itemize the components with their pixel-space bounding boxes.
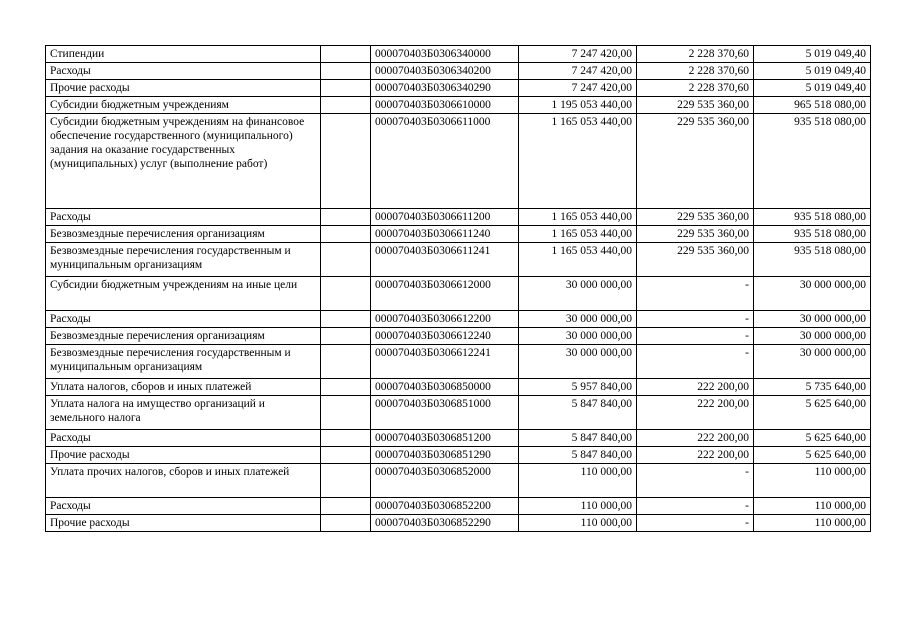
row-blank-cell <box>321 209 371 226</box>
row-value-2-cell: - <box>637 515 754 532</box>
row-code-cell: 000070403Б0306851000 <box>371 396 519 430</box>
row-value-1-cell: 1 165 053 440,00 <box>519 114 637 209</box>
row-value-2-cell: - <box>637 345 754 379</box>
row-value-2-cell: 222 200,00 <box>637 447 754 464</box>
table-row <box>46 447 871 464</box>
row-value-3-cell: 5 625 640,00 <box>754 447 871 464</box>
row-value-2-cell: - <box>637 311 754 328</box>
row-value-1-cell: 1 165 053 440,00 <box>519 243 637 277</box>
table-row <box>46 97 871 114</box>
row-value-2-cell: - <box>637 277 754 311</box>
row-code-cell: 000070403Б0306611241 <box>371 243 519 277</box>
row-value-1-cell: 110 000,00 <box>519 515 637 532</box>
row-value-2-cell: 222 200,00 <box>637 430 754 447</box>
table-row <box>46 396 871 430</box>
row-value-3-cell: 935 518 080,00 <box>754 114 871 209</box>
row-blank-cell <box>321 328 371 345</box>
table-row <box>46 345 871 379</box>
row-value-2-cell: 2 228 370,60 <box>637 46 754 63</box>
row-name-cell: Стипендии <box>46 46 321 63</box>
row-value-2-cell: 229 535 360,00 <box>637 209 754 226</box>
row-value-1-cell: 5 957 840,00 <box>519 379 637 396</box>
row-blank-cell <box>321 345 371 379</box>
row-value-1-cell: 5 847 840,00 <box>519 396 637 430</box>
row-value-3-cell: 30 000 000,00 <box>754 345 871 379</box>
table-row <box>46 63 871 80</box>
row-value-2-cell: 229 535 360,00 <box>637 97 754 114</box>
table-row <box>46 515 871 532</box>
row-value-1-cell: 1 195 053 440,00 <box>519 97 637 114</box>
row-name-cell: Расходы <box>46 311 321 328</box>
row-name-cell: Расходы <box>46 498 321 515</box>
row-value-2-cell: - <box>637 328 754 345</box>
row-value-3-cell: 110 000,00 <box>754 464 871 498</box>
row-value-3-cell: 965 518 080,00 <box>754 97 871 114</box>
table-row <box>46 430 871 447</box>
row-blank-cell <box>321 63 371 80</box>
row-code-cell: 000070403Б0306610000 <box>371 97 519 114</box>
row-blank-cell <box>321 379 371 396</box>
row-value-1-cell: 5 847 840,00 <box>519 430 637 447</box>
row-code-cell: 000070403Б0306340000 <box>371 46 519 63</box>
row-code-cell: 000070403Б0306612000 <box>371 277 519 311</box>
table-row <box>46 80 871 97</box>
row-name-cell: Субсидии бюджетным учреждениям на иные цели <box>46 277 321 311</box>
row-value-3-cell: 5 625 640,00 <box>754 430 871 447</box>
row-value-2-cell: 2 228 370,60 <box>637 63 754 80</box>
row-value-3-cell: 5 019 049,40 <box>754 63 871 80</box>
row-name-cell: Безвозмездные перечисления государственным и муниципальным организациям <box>46 243 321 277</box>
row-code-cell: 000070403Б0306611200 <box>371 209 519 226</box>
row-value-2-cell: 222 200,00 <box>637 396 754 430</box>
row-name-cell: Расходы <box>46 209 321 226</box>
budget-table-page <box>45 45 871 532</box>
row-value-1-cell: 110 000,00 <box>519 498 637 515</box>
budget-table-body <box>46 46 871 532</box>
table-row <box>46 209 871 226</box>
row-blank-cell <box>321 46 371 63</box>
row-code-cell: 000070403Б0306611000 <box>371 114 519 209</box>
row-name-cell: Безвозмездные перечисления организациям <box>46 328 321 345</box>
row-value-1-cell: 7 247 420,00 <box>519 46 637 63</box>
table-row <box>46 46 871 63</box>
row-blank-cell <box>321 515 371 532</box>
row-value-1-cell: 1 165 053 440,00 <box>519 209 637 226</box>
row-value-1-cell: 7 247 420,00 <box>519 63 637 80</box>
row-value-2-cell: - <box>637 464 754 498</box>
row-code-cell: 000070403Б0306340200 <box>371 63 519 80</box>
row-name-cell: Уплата налога на имущество организаций и земельного налога <box>46 396 321 430</box>
row-value-3-cell: 5 735 640,00 <box>754 379 871 396</box>
row-value-3-cell: 110 000,00 <box>754 515 871 532</box>
row-blank-cell <box>321 277 371 311</box>
row-value-2-cell: 229 535 360,00 <box>637 226 754 243</box>
row-blank-cell <box>321 114 371 209</box>
budget-table <box>45 45 871 532</box>
row-name-cell: Расходы <box>46 63 321 80</box>
table-row <box>46 379 871 396</box>
row-blank-cell <box>321 430 371 447</box>
table-row <box>46 114 871 209</box>
table-row <box>46 311 871 328</box>
row-value-1-cell: 30 000 000,00 <box>519 345 637 379</box>
row-value-3-cell: 5 625 640,00 <box>754 396 871 430</box>
row-blank-cell <box>321 226 371 243</box>
row-code-cell: 000070403Б0306850000 <box>371 379 519 396</box>
row-code-cell: 000070403Б0306611240 <box>371 226 519 243</box>
row-blank-cell <box>321 243 371 277</box>
row-value-3-cell: 30 000 000,00 <box>754 328 871 345</box>
row-value-1-cell: 5 847 840,00 <box>519 447 637 464</box>
row-name-cell: Расходы <box>46 430 321 447</box>
row-value-1-cell: 110 000,00 <box>519 464 637 498</box>
row-blank-cell <box>321 311 371 328</box>
row-value-1-cell: 30 000 000,00 <box>519 311 637 328</box>
row-code-cell: 000070403Б0306851200 <box>371 430 519 447</box>
row-value-2-cell: 222 200,00 <box>637 379 754 396</box>
row-name-cell: Субсидии бюджетным учреждениям <box>46 97 321 114</box>
row-code-cell: 000070403Б0306612200 <box>371 311 519 328</box>
row-value-2-cell: 229 535 360,00 <box>637 114 754 209</box>
row-value-1-cell: 30 000 000,00 <box>519 277 637 311</box>
table-row <box>46 243 871 277</box>
row-code-cell: 000070403Б0306852200 <box>371 498 519 515</box>
row-blank-cell <box>321 80 371 97</box>
row-code-cell: 000070403Б0306851290 <box>371 447 519 464</box>
row-code-cell: 000070403Б0306852290 <box>371 515 519 532</box>
row-value-3-cell: 5 019 049,40 <box>754 46 871 63</box>
row-value-1-cell: 30 000 000,00 <box>519 328 637 345</box>
row-value-3-cell: 30 000 000,00 <box>754 311 871 328</box>
table-row <box>46 328 871 345</box>
table-row <box>46 464 871 498</box>
row-name-cell: Безвозмездные перечисления государственным и муниципальным организациям <box>46 345 321 379</box>
row-name-cell: Прочие расходы <box>46 515 321 532</box>
row-value-3-cell: 5 019 049,40 <box>754 80 871 97</box>
row-code-cell: 000070403Б0306340290 <box>371 80 519 97</box>
row-value-2-cell: - <box>637 498 754 515</box>
row-value-3-cell: 30 000 000,00 <box>754 277 871 311</box>
table-row <box>46 277 871 311</box>
row-value-3-cell: 935 518 080,00 <box>754 243 871 277</box>
row-blank-cell <box>321 498 371 515</box>
row-blank-cell <box>321 464 371 498</box>
row-name-cell: Субсидии бюджетным учреждениям на финансовое обеспечение государственного (муниципального) задания на оказание государственных (муниципальных) услуг (выполнение работ) <box>46 114 321 209</box>
row-name-cell: Прочие расходы <box>46 447 321 464</box>
row-value-1-cell: 1 165 053 440,00 <box>519 226 637 243</box>
row-value-3-cell: 935 518 080,00 <box>754 226 871 243</box>
row-value-2-cell: 229 535 360,00 <box>637 243 754 277</box>
table-row <box>46 498 871 515</box>
row-code-cell: 000070403Б0306612241 <box>371 345 519 379</box>
row-code-cell: 000070403Б0306852000 <box>371 464 519 498</box>
row-blank-cell <box>321 447 371 464</box>
row-blank-cell <box>321 97 371 114</box>
row-value-3-cell: 110 000,00 <box>754 498 871 515</box>
row-name-cell: Уплата прочих налогов, сборов и иных платежей <box>46 464 321 498</box>
row-value-3-cell: 935 518 080,00 <box>754 209 871 226</box>
table-row <box>46 226 871 243</box>
row-code-cell: 000070403Б0306612240 <box>371 328 519 345</box>
row-name-cell: Уплата налогов, сборов и иных платежей <box>46 379 321 396</box>
row-name-cell: Прочие расходы <box>46 80 321 97</box>
row-blank-cell <box>321 396 371 430</box>
row-value-1-cell: 7 247 420,00 <box>519 80 637 97</box>
row-name-cell: Безвозмездные перечисления организациям <box>46 226 321 243</box>
row-value-2-cell: 2 228 370,60 <box>637 80 754 97</box>
